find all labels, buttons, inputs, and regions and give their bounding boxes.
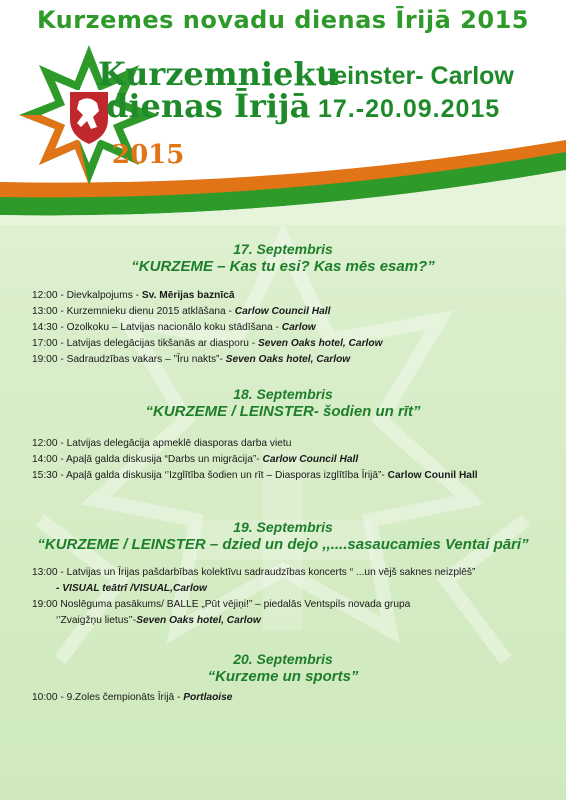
header-banner xyxy=(0,0,566,225)
day-theme: “KURZEME – Kas tu esi? Kas mēs esam?” xyxy=(131,258,435,275)
event-item: 15:30 - Apaļā galda diskusija ‘’Izglītība šodien un rīt – Diasporas izglītība Īrijā”- Carlow Counil Hall xyxy=(32,470,478,481)
day-heading xyxy=(0,650,566,686)
day-date: 20. Septembris xyxy=(233,651,333,667)
day-theme: “KURZEME / LEINSTER – dzied un dejo ,,....sasaucamies Ventai pāri” xyxy=(37,536,529,553)
event-item: 14:00 - Apaļā galda diskusija “Darbs un migrācija”- Carlow Council Hall xyxy=(32,454,359,465)
event-place: Leinster- Carlow xyxy=(318,62,514,90)
event-list xyxy=(32,436,552,484)
day-date: 17. Septembris xyxy=(233,241,333,257)
event-item: 12:00 - Latvijas delegācija apmeklē diasporas darba vietu xyxy=(32,438,292,449)
logo-year: 2015 xyxy=(112,140,185,170)
logo-text xyxy=(98,55,339,125)
day-theme: “KURZEME / LEINSTER- šodien un rīt” xyxy=(145,403,421,420)
day-heading xyxy=(0,385,566,421)
event-item: 19:00 Noslēguma pasākums/ BALLE „Pūt vējiņi!” – piedalās Ventspils novada grupa ‘’Zvaigžņu lietus’’-Seven Oaks hotel, Carlow xyxy=(32,599,411,626)
logo-line1: Kurzemnieku xyxy=(98,55,339,93)
event-item: 13:00 - Kurzemnieku dienu 2015 atklāšana - Carlow Council Hall xyxy=(32,306,331,317)
event-item: 12:00 - Dievkalpojums - Sv. Mērijas baznīcā xyxy=(32,290,235,301)
event-item: 14:30 - Ozolkoku – Latvijas nacionālo koku stādīšana - Carlow xyxy=(32,322,316,333)
day-date: 18. Septembris xyxy=(233,386,333,402)
day-heading xyxy=(0,240,566,276)
event-item: 17:00 - Latvijas delegācijas tikšanās ar diasporu - Seven Oaks hotel, Carlow xyxy=(32,338,383,349)
day-heading xyxy=(0,518,566,554)
event-list xyxy=(32,288,552,368)
event-item: 13:00 - Latvijas un Īrijas pašdarbības kolektīvu sadraudzības koncerts “ ...un vējš saknes neizplēš” - VISUAL teātrī /VISUAL,Carlow xyxy=(32,567,476,594)
event-list xyxy=(32,690,552,706)
event-dates: 17.-20.09.2015 xyxy=(318,95,501,123)
day-date: 19. Septembris xyxy=(233,519,333,535)
logo-line2: dienas Īrijā xyxy=(106,87,311,125)
day-theme: “Kurzeme un sports” xyxy=(207,668,359,685)
event-item: 10:00 - 9.Zoles čempionāts Īrijā - Portlaoise xyxy=(32,692,233,703)
event-list xyxy=(32,565,552,629)
event-item: 19:00 - Sadraudzības vakars – ”Īru nakts”- Seven Oaks hotel, Carlow xyxy=(32,354,351,365)
main-title: Kurzemes novadu dienas Īrijā 2015 xyxy=(37,6,529,34)
